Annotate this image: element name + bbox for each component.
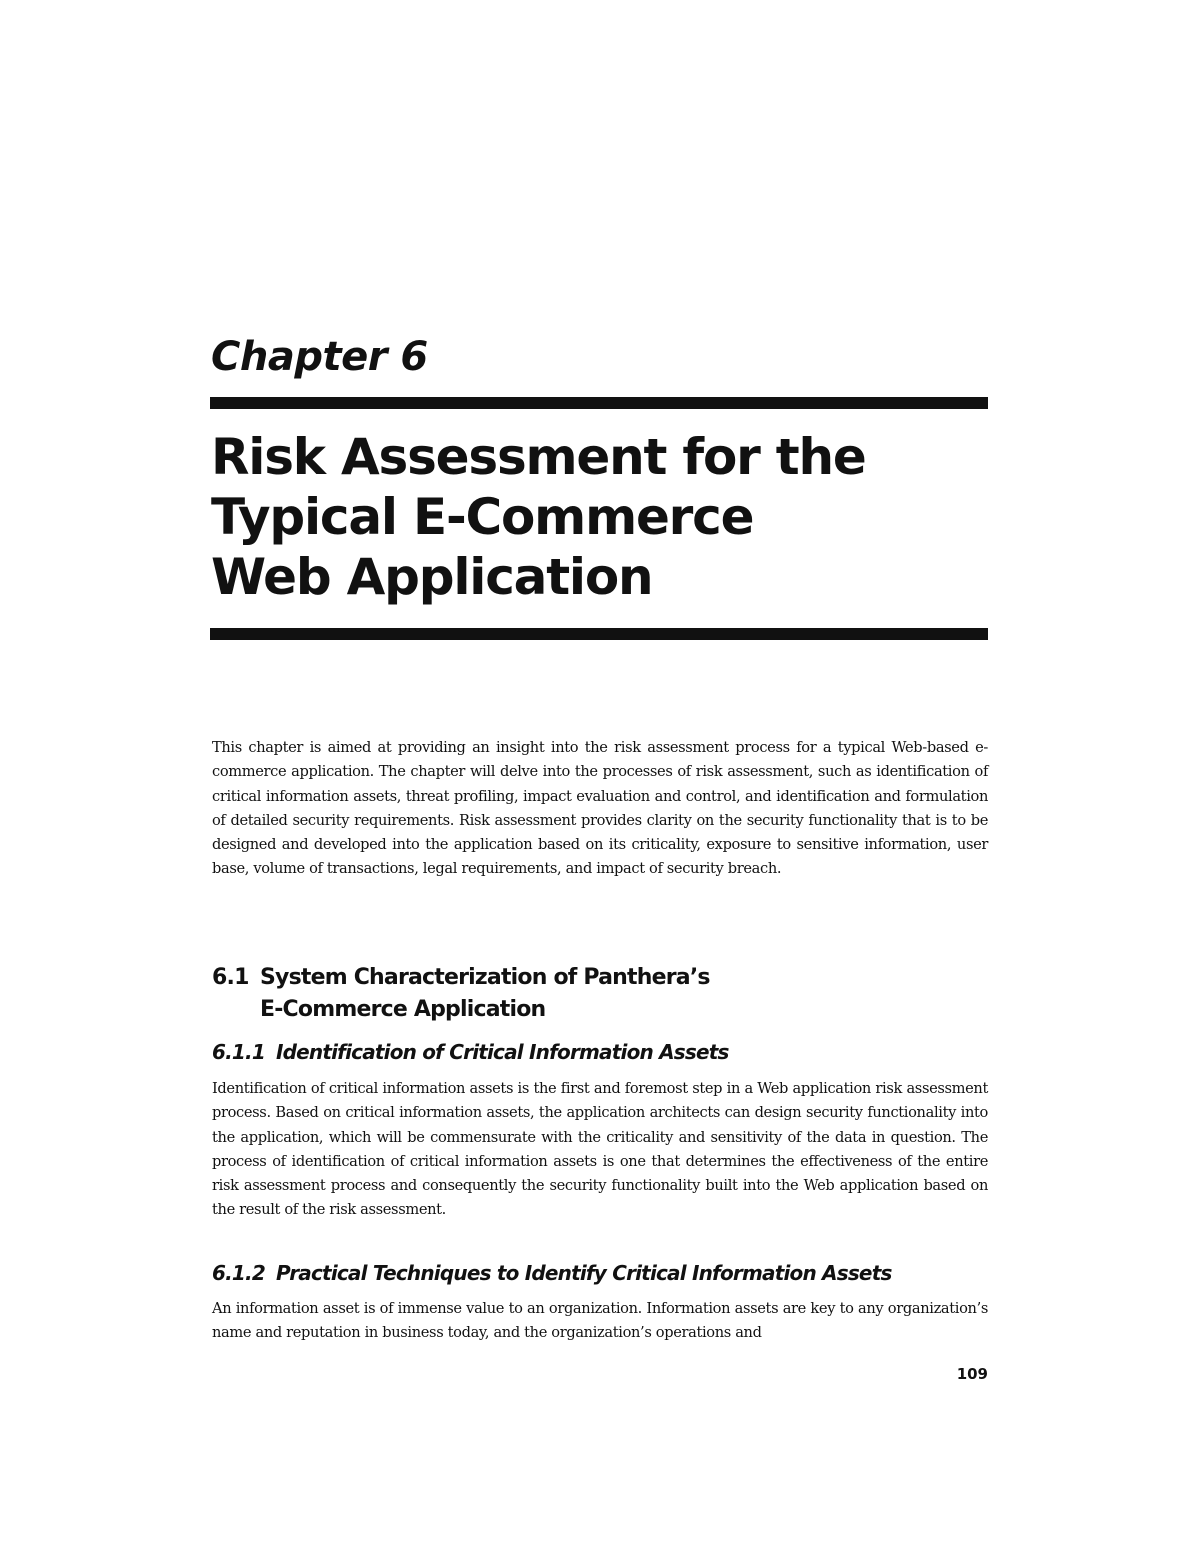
subsection-6-1-1-paragraph: Identification of critical information assets is the first and foremost step in a Web application risk assessment process. Based on critical information assets, the application architects can design security functionality into the application, which will be commensurate with the criticality and sensitivity of the data in question. The process of identification of critical information assets is one that determines the effectiveness of the entire risk assessment process and consequently the security functionality built into the Web application based on the result of the risk assessment. <box>212 1080 988 1219</box>
chapter-title-line-3: Web Application <box>211 548 653 606</box>
subsection-number: 6.1.2 <box>212 1261 265 1285</box>
chapter-title-line-2: Typical E-Commerce <box>211 488 754 546</box>
title-rule-top <box>210 397 988 409</box>
intro-paragraph: This chapter is aimed at providing an insight into the risk assessment process for a typical Web-based e-commerce application. The chapter will delve into the processes of risk assessment, such as identification of critical information assets, threat profiling, impact evaluation and control, and identification and formulation of detailed security requirements. Risk assessment provides clarity on the security functionality that is to be designed and developed into the application based on its criticality, exposure to sensitive information, user base, volume of transactions, legal requirements, and impact of security breach. <box>212 739 988 878</box>
subsection-title: Identification of Critical Information Assets <box>276 1040 729 1064</box>
section-title-line-1: System Characterization of Panthera’s <box>260 965 710 990</box>
section-title-line-2: E-Commerce Application <box>260 997 546 1022</box>
subsection-heading-6-1-1 <box>212 1038 729 1066</box>
chapter-label: Chapter 6 <box>211 334 428 380</box>
section-heading-6-1 <box>212 962 710 1026</box>
subsection-number: 6.1.1 <box>212 1040 265 1064</box>
subsection-heading-6-1-2 <box>212 1259 892 1287</box>
title-rule-bottom <box>210 628 988 640</box>
section-number: 6.1 <box>212 965 249 990</box>
subsection-title: Practical Techniques to Identify Critical Information Assets <box>276 1261 892 1285</box>
chapter-title-line-1: Risk Assessment for the <box>211 428 866 486</box>
page-number: 109 <box>956 1365 988 1383</box>
chapter-title <box>211 427 971 607</box>
subsection-6-1-2-paragraph: An information asset is of immense value to an organization. Information assets are key to any organization’s name and reputation in business today, and the organization’s operations and <box>212 1300 988 1342</box>
